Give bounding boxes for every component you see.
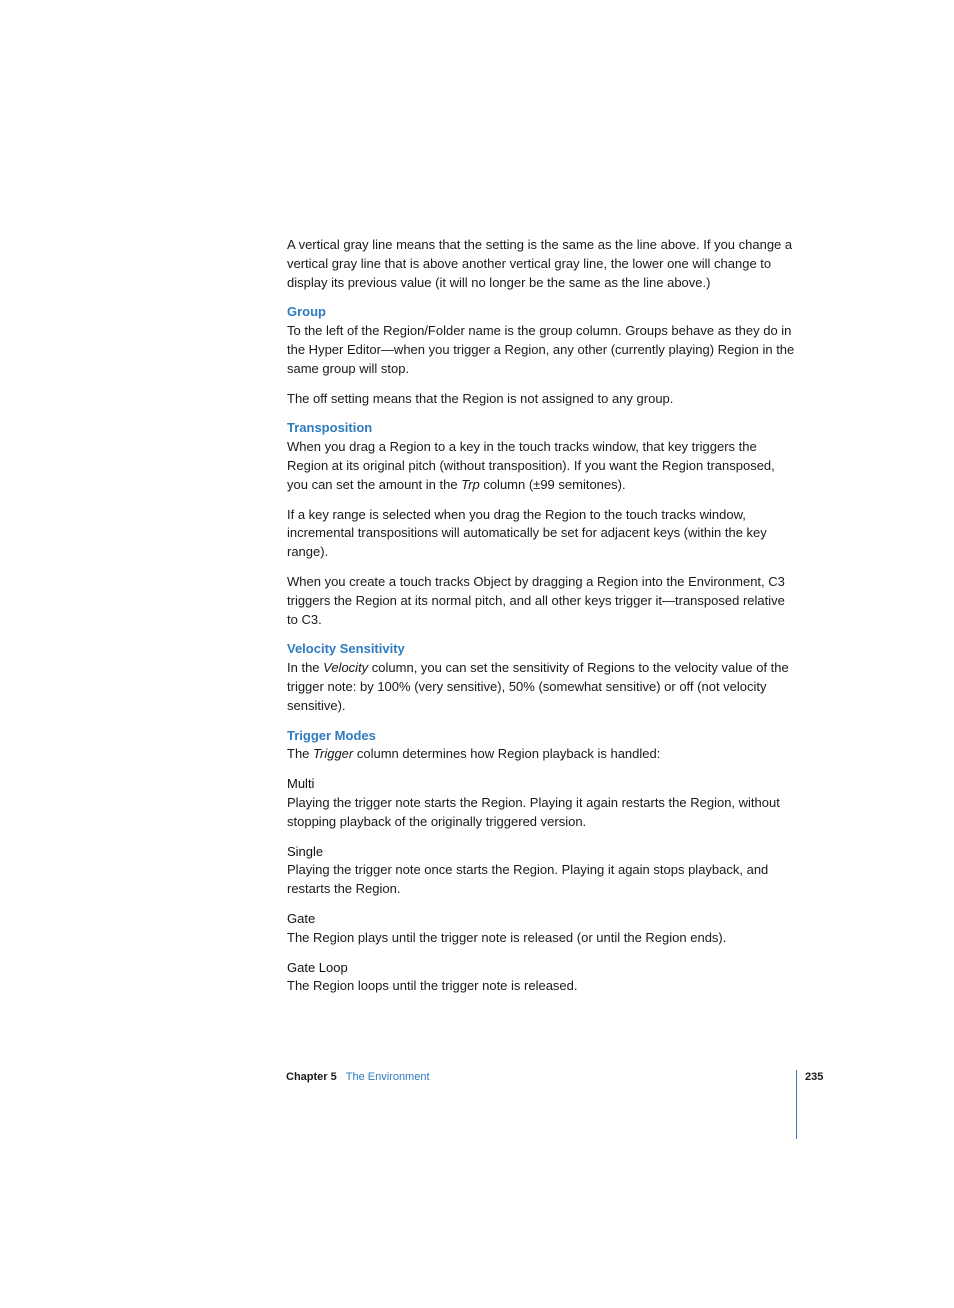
trp-column-term: Trp xyxy=(461,476,480,492)
mode-gate-loop-title: Gate Loop xyxy=(287,959,348,975)
footer-divider xyxy=(796,1070,797,1139)
velocity-column-term: Velocity xyxy=(323,660,369,676)
mode-multi-desc: Playing the trigger note starts the Region. Playing it again restarts the Region, without stopping playback of the originally triggered version. xyxy=(287,794,780,829)
transposition-paragraph-1 xyxy=(287,438,799,494)
trigger-column-term: Trigger xyxy=(313,746,354,762)
trigger-text-b: column determines how Region playback is handled: xyxy=(353,746,661,762)
page-content xyxy=(287,236,799,1007)
trigger-modes-heading: Trigger Modes xyxy=(287,727,376,743)
group-paragraph-2: The off setting means that the Region is not assigned to any group. xyxy=(287,390,674,406)
mode-single-desc: Playing the trigger note once starts the Region. Playing it again stops playback, and restarts the Region. xyxy=(287,862,769,897)
group-heading: Group xyxy=(287,304,326,320)
mode-gate-loop-desc: The Region loops until the trigger note is released. xyxy=(287,978,578,994)
trigger-modes-paragraph xyxy=(287,745,799,764)
velocity-heading: Velocity Sensitivity xyxy=(287,641,405,657)
transposition-paragraph-2: If a key range is selected when you drag the Region to the touch tracks window, incremental transpositions will automatically be set for adjacent keys (within the key range). xyxy=(287,506,767,560)
intro-paragraph: A vertical gray line means that the setting is the same as the line above. If you change a vertical gray line that is above another vertical gray line, the lower one will change to display its previous value (it will no longer be the same as the line above.) xyxy=(287,237,793,290)
velocity-paragraph xyxy=(287,659,799,715)
transposition-p1-text-b: column (±99 semitones). xyxy=(479,476,626,492)
transposition-p1-text-a: When you drag a Region to a key in the touch tracks window, that key triggers the Region at its original pitch (without transposition). If you want the Region transposed, you can set the amount in the xyxy=(287,439,775,492)
mode-multi-title: Multi xyxy=(287,776,315,792)
mode-gate-title: Gate xyxy=(287,910,316,926)
footer-chapter xyxy=(286,1070,430,1084)
group-paragraph-1: To the left of the Region/Folder name is the group column. Groups behave as they do in the Hyper Editor—when you trigger a Region, any other (currently playing) Region in the same group will stop. xyxy=(287,323,795,376)
velocity-text-a: In the xyxy=(287,660,324,676)
mode-gate-desc: The Region plays until the trigger note is released (or until the Region ends). xyxy=(287,929,727,945)
chapter-label: Chapter 5 xyxy=(286,1071,337,1083)
transposition-paragraph-3: When you create a touch tracks Object by dragging a Region into the Environment, C3 triggers the Region at its normal pitch, and all other keys trigger it—transposed relative to C3. xyxy=(287,573,785,627)
transposition-heading: Transposition xyxy=(287,420,373,436)
page-number: 235 xyxy=(805,1071,824,1083)
trigger-text-a: The xyxy=(287,746,314,762)
chapter-title: The Environment xyxy=(345,1071,430,1083)
velocity-text-b: column, you can set the sensitivity of Regions to the velocity value of the trigger note: by 100% (very sensitive), 50% (somewhat sensitive) or off (not velocity sensitive). xyxy=(287,660,789,713)
mode-single-title: Single xyxy=(287,843,324,859)
